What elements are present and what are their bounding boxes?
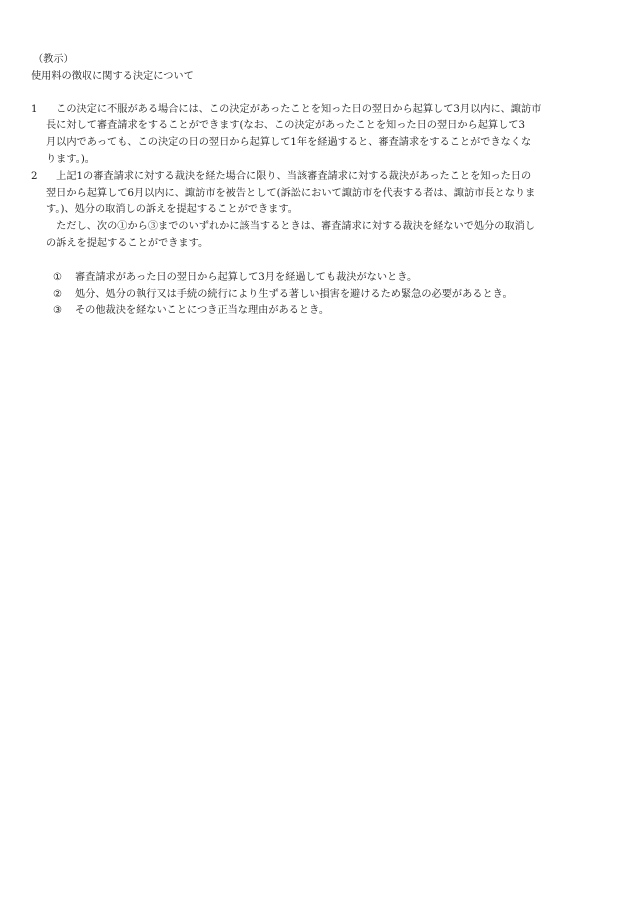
list-item-text: その他裁決を経ないことにつき正当な理由があるとき。 — [75, 305, 330, 317]
item-1-line-4: ります。)。 — [46, 153, 95, 165]
notice-title: 使用料の徴収に関する決定について — [31, 70, 194, 82]
list-marker: ③ — [53, 305, 63, 317]
item-2-line-1: 上記1の審査請求に対する裁決を経た場合に限り、当該審査請求に対する裁決があったことを知った日の — [46, 170, 532, 182]
item-1-line-3: 月以内であっても、この決定の日の翌日から起算して1年を経過すると、審査請求をすることができなくな — [46, 137, 532, 149]
list-item — [53, 303, 596, 320]
list-item-text: 審査請求があった日の翌日から起算して3月を経過しても裁決がないとき。 — [75, 271, 418, 283]
item-1-line-2: 長に対して審査請求をすることができます(なお、この決定があったことを知った日の翌日から起算して3 — [46, 120, 525, 132]
item-number: 1 — [31, 103, 38, 115]
item-number: 2 — [31, 170, 38, 182]
notice-label: （教示） — [33, 54, 74, 65]
list-marker: ② — [53, 288, 63, 300]
item-1-line-1: この決定に不服がある場合には、この決定があったことを知った日の翌日から起算して3月以内に、諏訪市 — [46, 103, 542, 115]
item-1 — [31, 102, 596, 169]
conditions-list — [31, 270, 596, 320]
list-marker: ① — [53, 271, 63, 283]
list-item-text: 処分、処分の執行又は手続の続行により生ずる著しい損害を避けるため緊急の必要があるとき。 — [75, 288, 513, 300]
item-2 — [31, 169, 596, 253]
item-2-line-3: す。)、処分の取消しの訴えを提起することができます。 — [46, 204, 298, 216]
item-2-continuation-2: の訴えを提起することができます。 — [46, 237, 209, 249]
item-2-line-2: 翌日から起算して6月以内に、諏訪市を被告として(訴訟において諏訪市を代表する者は、諏訪市長となりま — [46, 187, 536, 199]
list-item — [53, 270, 596, 287]
item-2-continuation-1: ただし、次の①から③までのいずれかに該当するときは、審査請求に対する裁決を経ないで処分の取消し — [46, 221, 535, 233]
list-item — [53, 287, 596, 304]
document-page — [31, 52, 596, 320]
